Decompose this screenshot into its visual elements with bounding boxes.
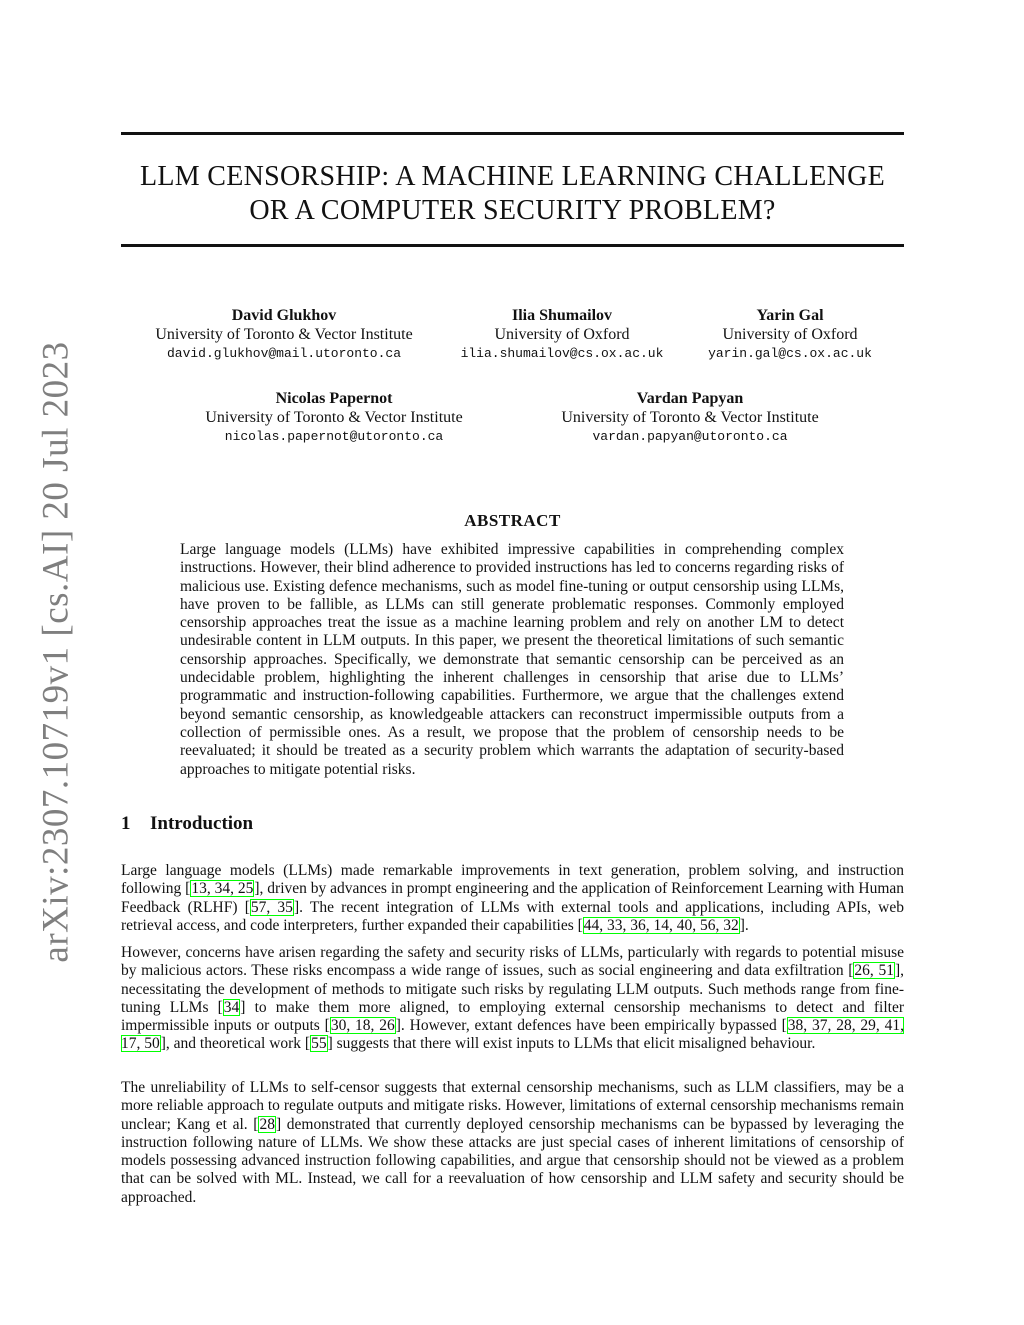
author-email[interactable]: vardan.papyan@utoronto.ca xyxy=(592,429,788,444)
citation-link[interactable]: 30, 18, 26 xyxy=(330,1017,395,1035)
title-rule-bottom xyxy=(121,244,904,247)
section-number: 1 xyxy=(121,813,131,834)
body-paragraph xyxy=(121,1079,904,1207)
paragraph-text: However, concerns have arisen regarding the safety and security risks of LLMs, particularly with regards to potential misuse by malicious actors. These risks encompass a wide range of issues, such as social engineering and data exfiltration [ xyxy=(121,944,904,980)
author-affiliation: University of Toronto & Vector Institute xyxy=(205,409,463,426)
citation-link[interactable]: 44, 33, 36, 14, 40, 56, 32 xyxy=(583,916,739,934)
citation-link[interactable]: 38, 37, 28, 29, 41, 17, 50 xyxy=(121,1017,905,1053)
paragraph-text: ] to make them more aligned, to employing external censorship mechanisms to detect and filter impermissible inputs or outputs [ xyxy=(121,998,904,1035)
arxiv-identifier-stamp: arXiv:2307.10719v1 [cs.AI] 20 Jul 2023 xyxy=(35,341,77,963)
author-name: Yarin Gal xyxy=(756,307,824,324)
paragraph-text: Large language models (LLMs) made remarkable improvements in text generation, problem solving, and instruction following [ xyxy=(121,862,904,898)
title-rule-top xyxy=(121,132,904,135)
paper-title xyxy=(121,160,904,228)
author-email[interactable]: david.glukhov@mail.utoronto.ca xyxy=(166,346,402,361)
author-name: Ilia Shumailov xyxy=(511,307,613,324)
title-line-2: OR A COMPUTER SECURITY PROBLEM? xyxy=(249,195,776,226)
author-affiliation: University of Toronto & Vector Institute xyxy=(155,326,413,343)
paragraph-text: ] demonstrated that currently deployed censorship mechanisms can be bypassed by leveraging the instruction following nature of LLMs. We show these attacks are just special cases of inherent limitations of censorship of models possessing advanced instruction following capabilities, and argue that censorship should not be viewed as a problem that can be solved with ML. Instead, we call for a reevaluation of how censorship and LLM safety and security should be approached. xyxy=(121,1115,904,1206)
paragraph-text: ]. xyxy=(739,916,749,934)
paragraph-text: ], and theoretical work [ xyxy=(160,1035,311,1053)
citation-link[interactable]: 28 xyxy=(259,1115,275,1133)
citation-link[interactable]: 26, 51 xyxy=(854,962,894,980)
author-affiliation: University of Toronto & Vector Institute xyxy=(561,409,819,426)
citation-link[interactable]: 13, 34, 25 xyxy=(191,880,254,898)
citation-link[interactable]: 34 xyxy=(223,998,240,1016)
author-block xyxy=(690,306,890,363)
body-paragraph xyxy=(121,944,904,1054)
author-email[interactable]: yarin.gal@cs.ox.ac.uk xyxy=(708,346,872,361)
author-block xyxy=(442,306,682,363)
abstract-heading: ABSTRACT xyxy=(464,511,561,530)
paragraph-text: ]. The recent integration of LLMs with external tools and applications, including APIs, web retrieval access, and code interpreters, further expanded their capabilities [ xyxy=(121,898,905,934)
section-heading xyxy=(121,813,253,835)
author-block xyxy=(184,389,484,446)
author-email[interactable]: nicolas.papernot@utoronto.ca xyxy=(224,429,444,444)
paragraph-text: ]. However, extant defences have been empirically bypassed [ xyxy=(395,1017,787,1035)
paragraph-text: The unreliability of LLMs to self-censor suggests that external censorship mechanisms, such as LLM classifiers, may be a more reliable approach to regulate outputs and mitigate risks. However, limitations of external censorship mechanisms remain unclear; Kang et al. [ xyxy=(121,1079,904,1133)
body-paragraph xyxy=(121,862,904,935)
citation-link[interactable]: 55 xyxy=(311,1035,327,1053)
paragraph-text: ], driven by advances in prompt engineering and the application of Reinforcement Learning with Human Feedback (RLHF) [ xyxy=(121,880,905,916)
paragraph-text: ], necessitating the development of methods to mitigate such risks by regulating LLM outputs. Such methods range from fine-tuning LLMs [ xyxy=(121,962,904,1016)
author-email[interactable]: ilia.shumailov@cs.ox.ac.uk xyxy=(460,346,664,361)
author-block xyxy=(134,306,434,363)
abstract-text: Large language models (LLMs) have exhibited impressive capabilities in comprehending complex instructions. However, their blind adherence to provided instructions has led to concerns regarding risks of malicious use. Existing defence mechanisms, such as model fine-tuning or output censorship using LLMs, have proven to be fallible, as LLMs can still generate problematic responses. Commonly employed censorship approaches treat the issue as a machine learning problem and rely on another LM to detect undesirable content in LLM outputs. In this paper, we present the theoretical limitations of such semantic censorship approaches. Specifically, we demonstrate that semantic censorship can be perceived as an undecidable problem, highlighting the inherent challenges in censorship that arise due to LLMs’ programmatic and instruction-following capabilities. Furthermore, we argue that the challenges extend beyond semantic censorship, as knowledgeable attackers can reconstruct impermissible outputs from a collection of permissible ones. As a result, we propose that the problem of censorship needs to be reevaluated; it should be treated as a security problem which warrants the adaptation of security-based approaches to mitigate potential risks. xyxy=(180,541,844,778)
title-line-1: LLM CENSORSHIP: A MACHINE LEARNING CHALLENGE xyxy=(139,161,886,192)
author-name: Nicolas Papernot xyxy=(275,390,393,407)
author-name: Vardan Papyan xyxy=(636,390,744,407)
author-affiliation: University of Oxford xyxy=(722,326,858,343)
author-block xyxy=(540,389,840,446)
author-name: David Glukhov xyxy=(231,307,337,324)
author-affiliation: University of Oxford xyxy=(494,326,630,343)
citation-link[interactable]: 57, 35 xyxy=(250,898,293,916)
paragraph-text: ] suggests that there will exist inputs to LLMs that elicit misaligned behaviour. xyxy=(327,1035,816,1053)
section-title: Introduction xyxy=(150,813,254,834)
